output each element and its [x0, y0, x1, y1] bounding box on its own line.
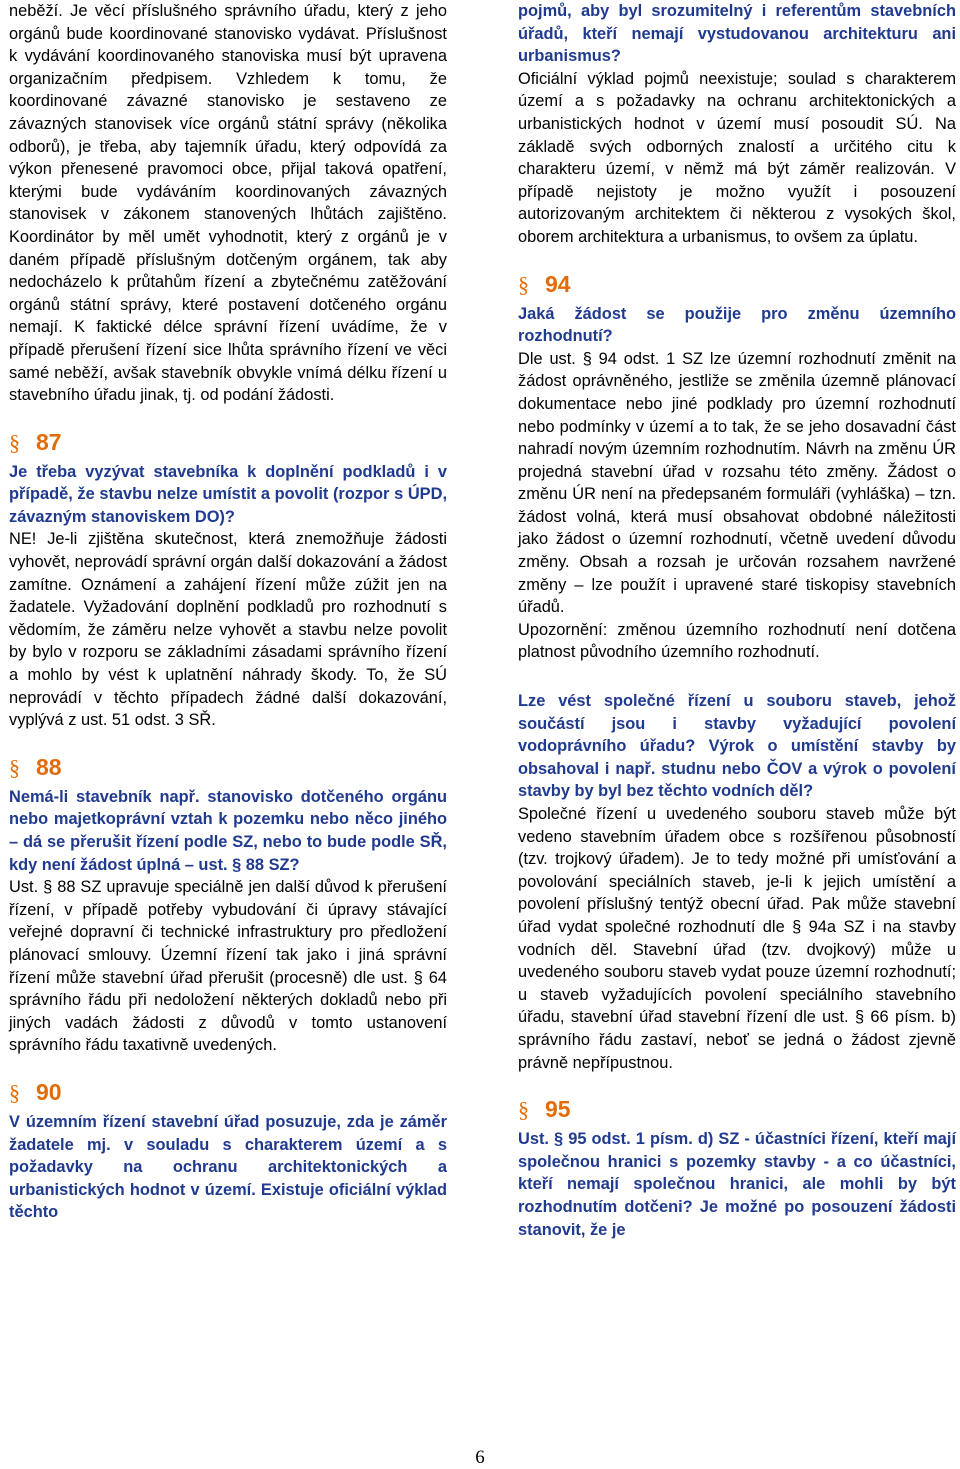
section-number: 90: [36, 1078, 62, 1105]
section-95-question: Ust. § 95 odst. 1 písm. d) SZ - účastníci řízení, kteří mají společnou hranici s pozemky stavby - a co účastníci, kteří nemají společnou hranici, ale mohli by být rozhodnutím dotčeni? Je možné po posouzení žádosti stanovit, že je: [518, 1130, 956, 1239]
section-90-answer: Oficiální výklad pojmů neexistuje; soulad s charakterem území a s požadavky na ochranu architektonických a urbanistických hodnot v území musí posoudit SÚ. Na základě svých odborných znalostí a určitého citu k charakteru území, v němž má být záměr realizován. V případě nejistoty je možno využít i posouzení autorizovaným architektem či některou z vysokých škol, oborem architektura a urbanismus, to ovšem za úplatu.: [518, 69, 956, 246]
section-94-heading: [518, 265, 956, 303]
section-87-heading: [9, 423, 447, 461]
section-90-heading: [9, 1073, 447, 1111]
paragraph-coordinated-opinion: neběží. Je věcí příslušného správního úřadu, který z jeho orgánů bude koordinované stanovisko vydávat. Příslušnost k vydávání koordinovaného stanoviska musí být upravena organizačním předpisem. Vzhledem k tomu, že koordinované závazné stanovisko je sestaveno ze závazných stanovisek více orgánů státní správy (několika odborů), je třeba, aby tajemník úřadu, který odpovídá za výkon přenesené pravomoci obce, přijal taková opatření, kterými bude vydáváním koordinovaných závazných stanovisek v zákonem stanovených lhůtách zajištěno. Koordinátor by měl umět vyhodnotit, který z orgánů je v daném případě příslušným dotčeným orgánem, tak aby nedocházelo k průtahům řízení a zbytečnému zatěžování orgánů státní správy, které postavení dotčeného orgánu nemají. K faktické délce správní řízení uvádíme, že v případě přerušení řízení sice lhůta správního řízení ve věci samé neběží, avšak stavebník obvykle vnímá délku řízení u stavebního úřadu jinak, tj. od podání žádosti.: [9, 2, 447, 405]
paragraph-sign-icon: §: [9, 1079, 20, 1105]
section-number: 88: [36, 753, 62, 780]
section-90-question-continued: pojmů, aby byl srozumitelný i referentům stavebních úřadů, kteří nemají vystudovanou architekturu ani urbanismus?: [518, 2, 956, 66]
joint-procedure-question: Lze vést společné řízení u souboru staveb, jehož součástí jsou i stavby vyžadující povolení vodoprávního úřadu? Výrok o umístění stavby by obsahoval i např. studnu nebo ČOV a výrok o povolení stavby by byl bez těchto vodních děl?: [518, 692, 956, 801]
paragraph-sign-icon: §: [518, 1097, 529, 1123]
section-88-question: Nemá-li stavebník např. stanovisko dotčeného orgánu nebo majetkoprávní vztah k pozemku nebo něco jiného – dá se přerušit řízení podle SZ, nebo to bude podle SŘ, kdy není žádost úplná – ust. § 88 SZ?: [9, 787, 447, 874]
section-94-note: Upozornění: změnou územního rozhodnutí není dotčena platnost původního územního rozhodnutí.: [518, 620, 956, 662]
paragraph-sign-icon: §: [9, 429, 20, 455]
joint-procedure-answer: Společné řízení u uvedeného souboru staveb může být vedeno stavebním úřadem obce s rozšířenou působností (tzv. trojkový úřadem). Je to tedy možné při umísťování a povolování speciálních staveb, je-li k jejich umístění a povolení příslušný tentýž obecní úřad. Pak může stavební úřad vydat společné rozhodnutí dle § 94a SZ i na stavby vodních děl. Stavební úřad (tzv. dvojkový) může u uvedeného souboru staveb vydat pouze územní rozhodnutí; u staveb vyžadujících povolení speciálního stavebního úřadu, stavební úřad stavební řízení dle ust. § 66 písm. b) správního řádu zastaví, neboť se jedná o žádost zjevně právně nepřípustnou.: [518, 805, 956, 1072]
page-number: 6: [475, 1447, 485, 1468]
section-94-question: Jaká žádost se použije pro změnu územního rozhodnutí?: [518, 304, 956, 346]
section-94-answer: Dle ust. § 94 odst. 1 SZ lze územní rozhodnutí změnit na žádost oprávněného, jestliže se změnila územně plánovací dokumentace nebo jiné podklady pro územní rozhodnutí nebo podmínky v území a to tak, že se jeho dosavadní část nahradí novým územním rozhodnutím. Návrh na změnu ÚR projedná stavební úřad v rozsahu této změny. Žádost o změnu ÚR není na předepsaném formuláři (vyhláška) – tzn. žádost volná, která musí obsahovat obdobné náležitosti jako žádost o územní rozhodnutí, včetně uvedení důvodu změny. Obsah a rozsah je určován rozsahem navržené změny – lze použít i upravené staré tiskopisy stavebních úřadů.: [518, 349, 956, 617]
section-87-question: Je třeba vyzývat stavebníka k doplnění podkladů i v případě, že stavbu nelze umístit a povolit (rozpor s ÚPD, závazným stanoviskem DO)?: [9, 462, 447, 526]
paragraph-sign-icon: §: [518, 271, 529, 297]
section-90-question: V územním řízení stavební úřad posuzuje, zda je záměr žadatele mj. v souladu s charakterem území a s požadavky na ochranu architektonických a urbanistických hodnot v území. Existuje oficiální výklad těchto: [9, 1112, 447, 1222]
paragraph-sign-icon: §: [9, 754, 20, 780]
left-column: [9, 0, 447, 1224]
section-number: 95: [545, 1096, 571, 1123]
section-95-heading: [518, 1090, 956, 1128]
section-87-answer: NE! Je-li zjištěna skutečnost, která znemožňuje žádosti vyhovět, neprovádí správní orgán další dokazování a žádost zamítne. Oznámení a zahájení řízení může zúžit jen na žadatele. Vyžadování doplnění podkladů pro rozhodnutí s vědomím, že záměru nelze vyhovět a stavbu nelze povolit by bylo v rozporu se základními zásadami správního řízení a mohlo by vést k uplatnění náhrady škody. To, že SÚ neprovádí v těchto případech žádné další dokazování, vyplývá z ust. 51 odst. 3 SŘ.: [9, 530, 447, 730]
section-number: 87: [36, 428, 62, 455]
section-88-answer: Ust. § 88 SZ upravuje speciálně jen další důvod k přerušení řízení, v případě potřeby vybudování či úpravy stávající veřejné dopravní či technické infrastruktury pro předložení plánovací smlouvy. Územní řízení tak jako i jiná správní řízení může stavební úřad přerušit (procesně) dle ust. § 64 správního řádu při nedoložení některých dokladů nebo při jiných vadách žádosti z důvodů v tomto ustanovení správního řádu taxativně uvedených.: [9, 878, 447, 1055]
right-column: [518, 0, 956, 1241]
section-number: 94: [545, 270, 571, 297]
section-88-heading: [9, 748, 447, 786]
